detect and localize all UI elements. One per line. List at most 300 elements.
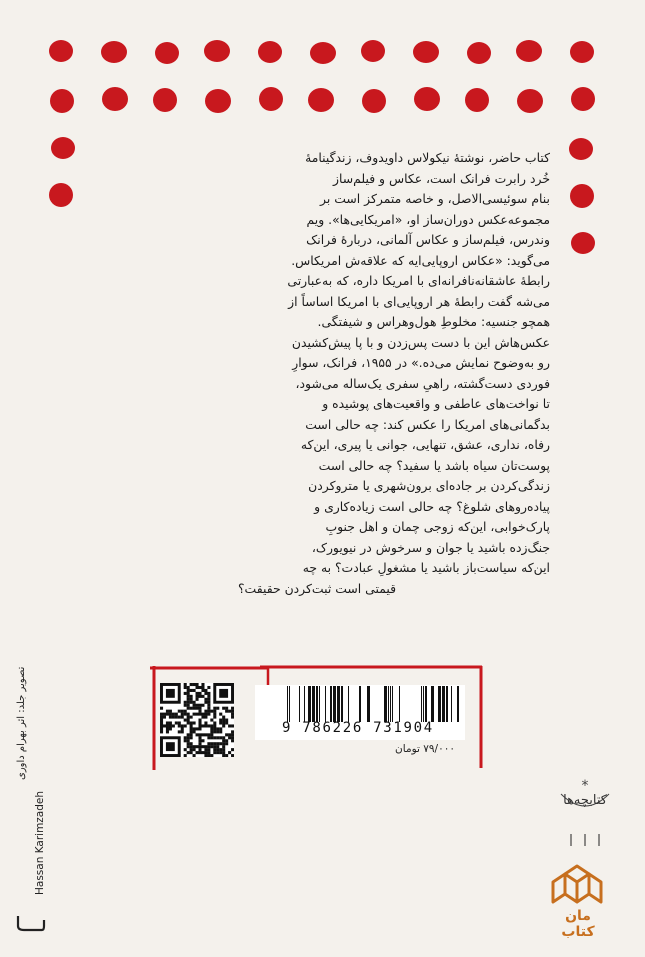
qr-module	[213, 745, 216, 748]
publisher-name	[543, 908, 613, 940]
qr-module	[222, 754, 225, 757]
red-dot	[49, 183, 73, 207]
qr-module	[213, 727, 216, 730]
qr-module	[187, 689, 190, 692]
barcode-bar	[431, 686, 434, 722]
red-dot	[362, 89, 386, 113]
qr-module	[190, 742, 193, 745]
qr-module	[190, 736, 193, 739]
qr-module	[231, 724, 234, 727]
qr-module	[190, 730, 193, 733]
qr-module	[225, 721, 228, 724]
qr-module	[163, 716, 166, 719]
qr-module	[219, 742, 222, 745]
qr-module	[231, 736, 234, 739]
red-dot	[414, 87, 440, 111]
red-dot	[204, 40, 230, 62]
qr-module	[184, 704, 187, 707]
qr-module	[216, 736, 219, 739]
qr-module	[207, 701, 210, 704]
red-dot	[570, 184, 594, 208]
qr-module	[160, 727, 163, 730]
qr-module	[172, 713, 175, 716]
qr-finder	[219, 689, 228, 698]
qr-module	[184, 710, 187, 713]
qr-module	[175, 721, 178, 724]
qr-module	[160, 721, 163, 724]
qr-module	[207, 695, 210, 698]
red-dot	[49, 40, 73, 62]
red-dot	[153, 88, 177, 112]
qr-module	[198, 739, 201, 742]
qr-module	[166, 724, 169, 727]
qr-module	[175, 713, 178, 716]
qr-module	[204, 689, 207, 692]
qr-module	[198, 721, 201, 724]
qr-module	[204, 692, 207, 695]
qr-module	[196, 683, 199, 686]
red-dot	[308, 88, 334, 112]
asterisk-icon	[555, 778, 615, 848]
qr-module	[207, 751, 210, 754]
qr-module	[201, 724, 204, 727]
qr-module	[166, 713, 169, 716]
qr-module	[181, 713, 184, 716]
qr-module	[198, 748, 201, 751]
qr-module	[216, 751, 219, 754]
qr-module	[184, 692, 187, 695]
qr-module	[213, 742, 216, 745]
barcode-bar	[289, 686, 290, 722]
qr-module	[207, 707, 210, 710]
qr-module	[204, 748, 207, 751]
barcode-bar	[442, 686, 445, 722]
qr-module	[187, 695, 190, 698]
spine-mark-icon	[14, 912, 48, 932]
qr-module	[219, 730, 222, 733]
red-dot	[571, 232, 595, 254]
publisher-name-line1: مان	[565, 908, 591, 924]
qr-module	[187, 719, 190, 722]
qr-module	[207, 713, 210, 716]
qr-module	[166, 721, 169, 724]
qr-module	[190, 698, 193, 701]
qr-module	[222, 724, 225, 727]
qr-module	[181, 727, 184, 730]
qr-module	[181, 716, 184, 719]
barcode-bar	[438, 686, 441, 722]
barcode-bar	[392, 686, 393, 722]
barcode-bar	[287, 686, 288, 722]
qr-module	[201, 704, 204, 707]
barcode-bar	[359, 686, 361, 722]
qr-module	[178, 721, 181, 724]
qr-module	[213, 751, 216, 754]
qr-finder	[166, 689, 175, 698]
qr-module	[201, 713, 204, 716]
qr-module	[231, 707, 234, 710]
qr-module	[219, 736, 222, 739]
qr-module	[184, 686, 187, 689]
qr-module	[204, 713, 207, 716]
qr-module	[213, 748, 216, 751]
qr-module	[198, 704, 201, 707]
blurb-line: عکس‌هاش این با دست پس‌زدن و با پا پیش‌کشیدن	[291, 334, 550, 350]
qr-module	[207, 748, 210, 751]
barcode-bar	[325, 686, 326, 722]
qr-module	[193, 721, 196, 724]
qr-module	[196, 695, 199, 698]
qr-module	[207, 686, 210, 689]
qr-module	[190, 745, 193, 748]
red-dot	[258, 41, 282, 63]
qr-module	[204, 721, 207, 724]
qr-module	[225, 707, 228, 710]
qr-module	[231, 710, 234, 713]
qr-module	[201, 733, 204, 736]
qr-module	[222, 751, 225, 754]
barcode-bar	[425, 686, 427, 722]
qr-module	[204, 701, 207, 704]
qr-module	[231, 733, 234, 736]
qr-module	[160, 716, 163, 719]
qr-module	[210, 745, 213, 748]
blurb-line: می‌شه گفت رابطهٔ هر اروپایی‌ای با امریکا اساساً از	[288, 293, 550, 309]
qr-module	[190, 721, 193, 724]
qr-code	[160, 683, 234, 757]
qr-module	[216, 742, 219, 745]
qr-module	[166, 710, 169, 713]
qr-module	[172, 724, 175, 727]
qr-module	[201, 745, 204, 748]
books-icon	[543, 860, 613, 910]
qr-module	[213, 707, 216, 710]
barcode-bar	[330, 686, 332, 722]
qr-module	[187, 716, 190, 719]
qr-module	[169, 716, 172, 719]
qr-module	[198, 724, 201, 727]
qr-module	[187, 721, 190, 724]
blurb-line: این‌که سیاست‌باز باشید یا مشغولِ عبادت؟ به چه	[302, 560, 550, 575]
red-dot	[413, 41, 439, 63]
qr-module	[231, 739, 234, 742]
qr-module	[187, 742, 190, 745]
qr-module	[207, 698, 210, 701]
qr-module	[178, 716, 181, 719]
qr-module	[187, 686, 190, 689]
qr-module	[196, 745, 199, 748]
qr-module	[204, 716, 207, 719]
barcode-bar	[316, 686, 318, 722]
qr-module	[178, 724, 181, 727]
qr-module	[160, 724, 163, 727]
red-dot	[102, 87, 128, 111]
qr-module	[196, 751, 199, 754]
qr-module	[196, 692, 199, 695]
qr-module	[184, 713, 187, 716]
designer-credit: Hassan Karimzadeh	[34, 790, 46, 895]
blurb-line: وندرس، فیلم‌ساز و عکاس آلمانی، دربارهٔ فرانک	[306, 232, 550, 247]
red-dot	[259, 87, 283, 111]
qr-module	[198, 751, 201, 754]
red-dot	[51, 137, 75, 159]
qr-module	[219, 748, 222, 751]
qr-module	[216, 730, 219, 733]
qr-module	[201, 689, 204, 692]
qr-module	[190, 716, 193, 719]
qr-module	[201, 751, 204, 754]
barcode-bar	[333, 686, 336, 722]
barcode-bar	[423, 686, 424, 722]
qr-module	[190, 683, 193, 686]
qr-module	[222, 742, 225, 745]
qr-module	[193, 707, 196, 710]
imprint-logo	[555, 778, 615, 848]
qr-module	[187, 733, 190, 736]
qr-module	[228, 736, 231, 739]
qr-module	[198, 742, 201, 745]
blurb-line: تا نواخت‌های عاطفی و واقعیت‌های پوشیده و	[322, 396, 550, 411]
qr-module	[181, 724, 184, 727]
qr-module	[222, 748, 225, 751]
blurb-line: می‌گوید: «عکاس اروپایی‌ایه که علاقه‌ش امریکاس.	[291, 252, 550, 268]
qr-module	[231, 713, 234, 716]
qr-module	[193, 701, 196, 704]
back-cover-blurb	[84, 148, 550, 599]
qr-module	[198, 707, 201, 710]
qr-module	[216, 727, 219, 730]
qr-module	[204, 724, 207, 727]
barcode-bar	[457, 686, 459, 722]
qr-module	[190, 689, 193, 692]
qr-module	[166, 727, 169, 730]
qr-module	[190, 701, 193, 704]
barcode-bar	[319, 686, 320, 722]
qr-module	[193, 704, 196, 707]
qr-module	[190, 748, 193, 751]
qr-module	[190, 695, 193, 698]
qr-module	[187, 739, 190, 742]
qr-module	[187, 751, 190, 754]
qr-module	[184, 748, 187, 751]
blurb-line: بدگمانی‌های امریکا را عکس کند: چه حالی است	[305, 416, 550, 432]
qr-module	[169, 727, 172, 730]
qr-module	[210, 742, 213, 745]
cover-image-credit: تصویر جلد: اثر بهرام داوری	[16, 666, 27, 780]
svg-text:*: *	[581, 778, 589, 794]
qr-module	[196, 713, 199, 716]
qr-module	[213, 721, 216, 724]
publisher-logo	[543, 860, 613, 945]
qr-module	[201, 695, 204, 698]
red-dot	[101, 41, 127, 63]
qr-module	[196, 686, 199, 689]
qr-module	[198, 733, 201, 736]
qr-module	[219, 727, 222, 730]
qr-module	[184, 719, 187, 722]
qr-module	[231, 754, 234, 757]
blurb-line: پارک‌خوابی، این‌که زوجی چمان و اهل جنوبِ	[325, 519, 550, 534]
red-dot	[571, 87, 595, 111]
qr-module	[225, 742, 228, 745]
qr-module	[210, 727, 213, 730]
qr-module	[219, 713, 222, 716]
blurb-line: رو به‌وضوح نمایش می‌ده.» در ۱۹۵۵، فرانک، سوارِ	[292, 355, 550, 370]
qr-module	[210, 754, 213, 757]
barcode-bar	[399, 686, 400, 722]
qr-module	[193, 748, 196, 751]
qr-module	[198, 719, 201, 722]
qr-module	[198, 713, 201, 716]
red-dot	[517, 89, 543, 113]
red-dot	[570, 41, 594, 63]
red-dot	[155, 42, 179, 64]
qr-module	[196, 704, 199, 707]
qr-module	[187, 692, 190, 695]
qr-module	[213, 736, 216, 739]
qr-module	[225, 719, 228, 722]
price-label: ۷۹/۰۰۰ تومان	[395, 743, 455, 755]
qr-module	[216, 748, 219, 751]
qr-module	[210, 730, 213, 733]
qr-module	[187, 701, 190, 704]
isbn-number: 9 786226 731904	[282, 720, 434, 736]
qr-module	[228, 710, 231, 713]
isbn-barcode	[282, 686, 460, 722]
blurb-line: پوست‌تان سیاه باشد یا سفید؟ چه حالی است	[318, 457, 550, 473]
qr-module	[163, 713, 166, 716]
qr-module	[216, 707, 219, 710]
qr-module	[210, 710, 213, 713]
qr-module	[213, 716, 216, 719]
qr-module	[178, 710, 181, 713]
qr-module	[169, 724, 172, 727]
qr-module	[190, 727, 193, 730]
red-dot	[467, 42, 491, 64]
barcode-bar	[390, 686, 391, 722]
qr-module	[219, 721, 222, 724]
qr-module	[228, 751, 231, 754]
qr-module	[213, 730, 216, 733]
red-dot	[569, 138, 593, 160]
barcode-bar	[446, 686, 448, 722]
blurb-line: کتاب حاضر، نوشتهٔ نیکولاس داویدوف، زندگینامهٔ	[305, 150, 550, 165]
qr-module	[225, 710, 228, 713]
qr-module	[231, 716, 234, 719]
qr-module	[184, 754, 187, 757]
qr-module	[204, 733, 207, 736]
qr-module	[184, 736, 187, 739]
qr-module	[187, 704, 190, 707]
qr-module	[184, 739, 187, 742]
barcode-bar	[451, 686, 452, 722]
blurb-line: پیاده‌روهای شلوغ؟ چه حالی است زیاده‌کاری و	[314, 498, 550, 514]
qr-module	[190, 733, 193, 736]
qr-module	[222, 707, 225, 710]
qr-module	[198, 695, 201, 698]
qr-module	[222, 745, 225, 748]
qr-module	[169, 713, 172, 716]
qr-module	[207, 742, 210, 745]
qr-module	[222, 716, 225, 719]
qr-module	[216, 745, 219, 748]
blurb-line: بنام سوئیسی‌الاصل، و خاصه متمرکز است بر	[319, 191, 550, 206]
qr-module	[198, 745, 201, 748]
qr-module	[228, 733, 231, 736]
barcode-bar	[337, 686, 340, 722]
qr-module	[198, 710, 201, 713]
qr-module	[210, 719, 213, 722]
qr-module	[210, 736, 213, 739]
qr-module	[222, 719, 225, 722]
barcode-bar	[384, 686, 387, 722]
qr-module	[207, 733, 210, 736]
red-dot	[361, 40, 385, 62]
qr-module	[184, 701, 187, 704]
imprint-name: کتابچه‌ها	[563, 793, 607, 808]
qr-module	[222, 739, 225, 742]
qr-module	[201, 716, 204, 719]
barcode-bar	[341, 686, 343, 722]
qr-module	[207, 704, 210, 707]
qr-module	[210, 733, 213, 736]
qr-module	[201, 686, 204, 689]
barcode-bar	[348, 686, 349, 722]
qr-module	[222, 721, 225, 724]
qr-module	[204, 751, 207, 754]
barcode-bar	[304, 686, 305, 722]
qr-module	[187, 736, 190, 739]
qr-finder	[166, 742, 175, 751]
barcode-bar	[308, 686, 311, 722]
qr-module	[163, 724, 166, 727]
qr-module	[193, 683, 196, 686]
qr-module	[187, 707, 190, 710]
qr-module	[187, 698, 190, 701]
qr-module	[169, 710, 172, 713]
qr-module	[231, 748, 234, 751]
qr-module	[190, 724, 193, 727]
qr-module	[198, 727, 201, 730]
blurb-line: مجموعه‌عکس دوران‌ساز او، «امریکایی‌ها». ویم	[306, 211, 550, 227]
qr-module	[175, 716, 178, 719]
qr-module	[225, 754, 228, 757]
qr-module	[169, 721, 172, 724]
qr-module	[207, 736, 210, 739]
qr-module	[172, 716, 175, 719]
qr-module	[196, 698, 199, 701]
qr-module	[207, 710, 210, 713]
qr-module	[222, 736, 225, 739]
qr-module	[193, 730, 196, 733]
blurb-line: رابطهٔ عاشقانه‌نافرانه‌ای با امریکا داره، که به‌عبارتی	[287, 273, 550, 288]
qr-module	[166, 730, 169, 733]
qr-module	[219, 719, 222, 722]
qr-module	[228, 724, 231, 727]
qr-module	[201, 683, 204, 686]
blurb-line: همچو جنسیه: مخلوطِ هول‌وهراس و شیفتگی.	[317, 314, 550, 329]
qr-module	[160, 719, 163, 722]
qr-module	[160, 707, 163, 710]
barcode-bar	[299, 686, 300, 722]
qr-module	[187, 713, 190, 716]
qr-module	[219, 751, 222, 754]
qr-module	[190, 751, 193, 754]
qr-module	[231, 730, 234, 733]
qr-module	[225, 733, 228, 736]
barcode-bar	[388, 686, 389, 722]
qr-module	[196, 733, 199, 736]
